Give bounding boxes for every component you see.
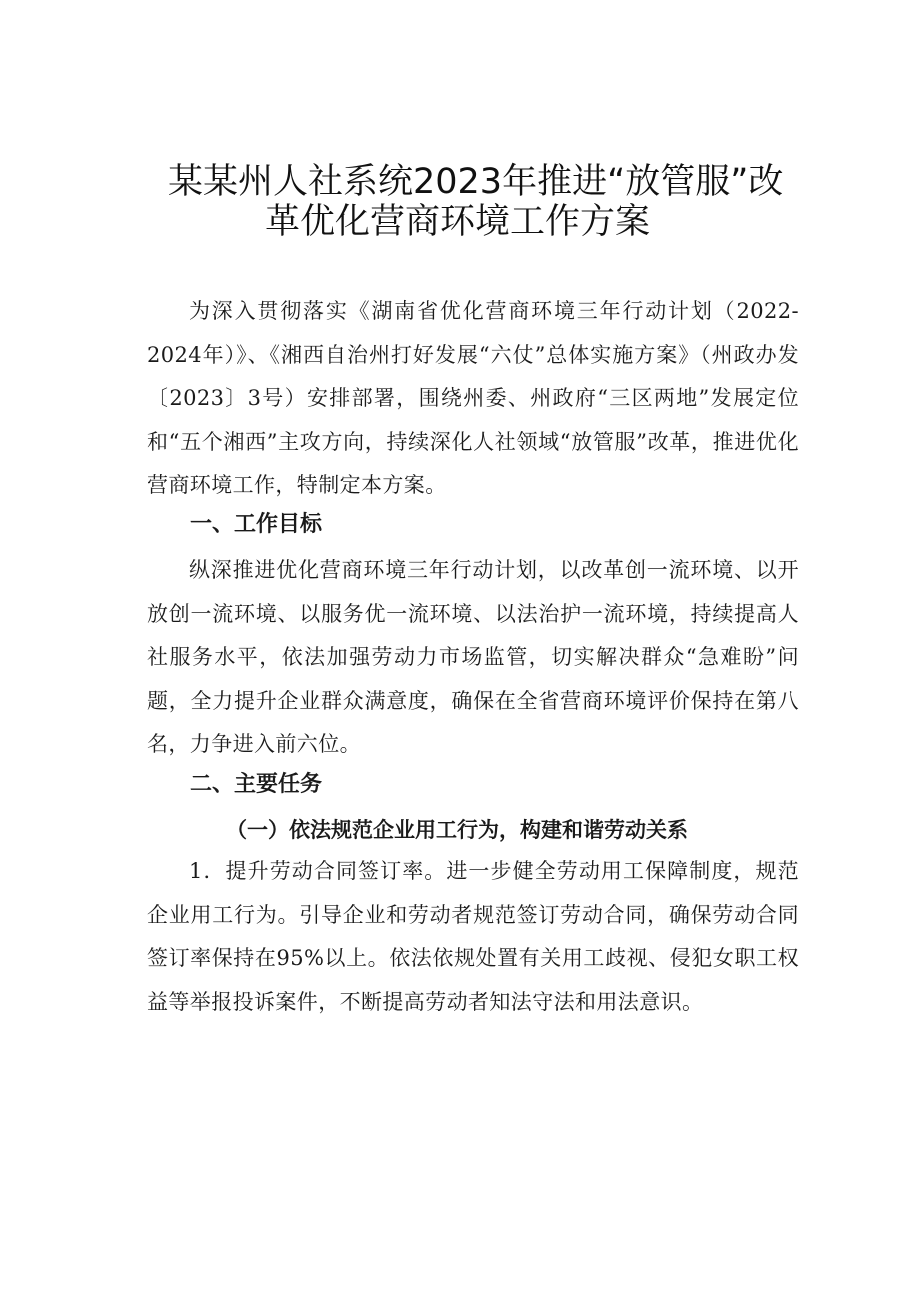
intro-paragraph: 为深入贯彻落实《湖南省优化营商环境三年行动计划（2022-2024年）》、《湘西自治州打好发展“六仗”总体实施方案》（州政办发〔2023〕3号）安排部署，围绕州委、州政府“三区两地”发展定位和“五个湘西”主攻方向，持续深化人社领域“放管服”改革，推进优化营商环境工作，特制定本方案。: [147, 299, 799, 497]
document-title-line-1: 某某州人社系统2023年推进“放管服”改: [168, 162, 784, 202]
document-title-line-2: 革优化营商环境工作方案: [265, 202, 651, 242]
section-2-subheading-1: （一）依法规范企业用工行为，构建和谐劳动关系: [226, 817, 688, 842]
section-2-heading: 二、主要任务: [190, 772, 323, 797]
section-2-item-1-paragraph: 1．提升劳动合同签订率。进一步健全劳动用工保障制度，规范企业用工行为。引导企业和劳动者规范签订劳动合同，确保劳动合同签订率保持在95%以上。依法依规处置有关用工歧视、侵犯女职工权益等举报投诉案件，不断提高劳动者知法守法和用法意识。: [147, 859, 799, 1014]
section-1-heading: 一、工作目标: [190, 512, 323, 537]
section-1-paragraph: 纵深推进优化营商环境三年行动计划，以改革创一流环境、以开放创一流环境、以服务优一流环境、以法治护一流环境，持续提高人社服务水平，依法加强劳动力市场监管，切实解决群众“急难盼”问题，全力提升企业群众满意度，确保在全省营商环境评价保持在第八名，力争进入前六位。: [147, 558, 799, 756]
